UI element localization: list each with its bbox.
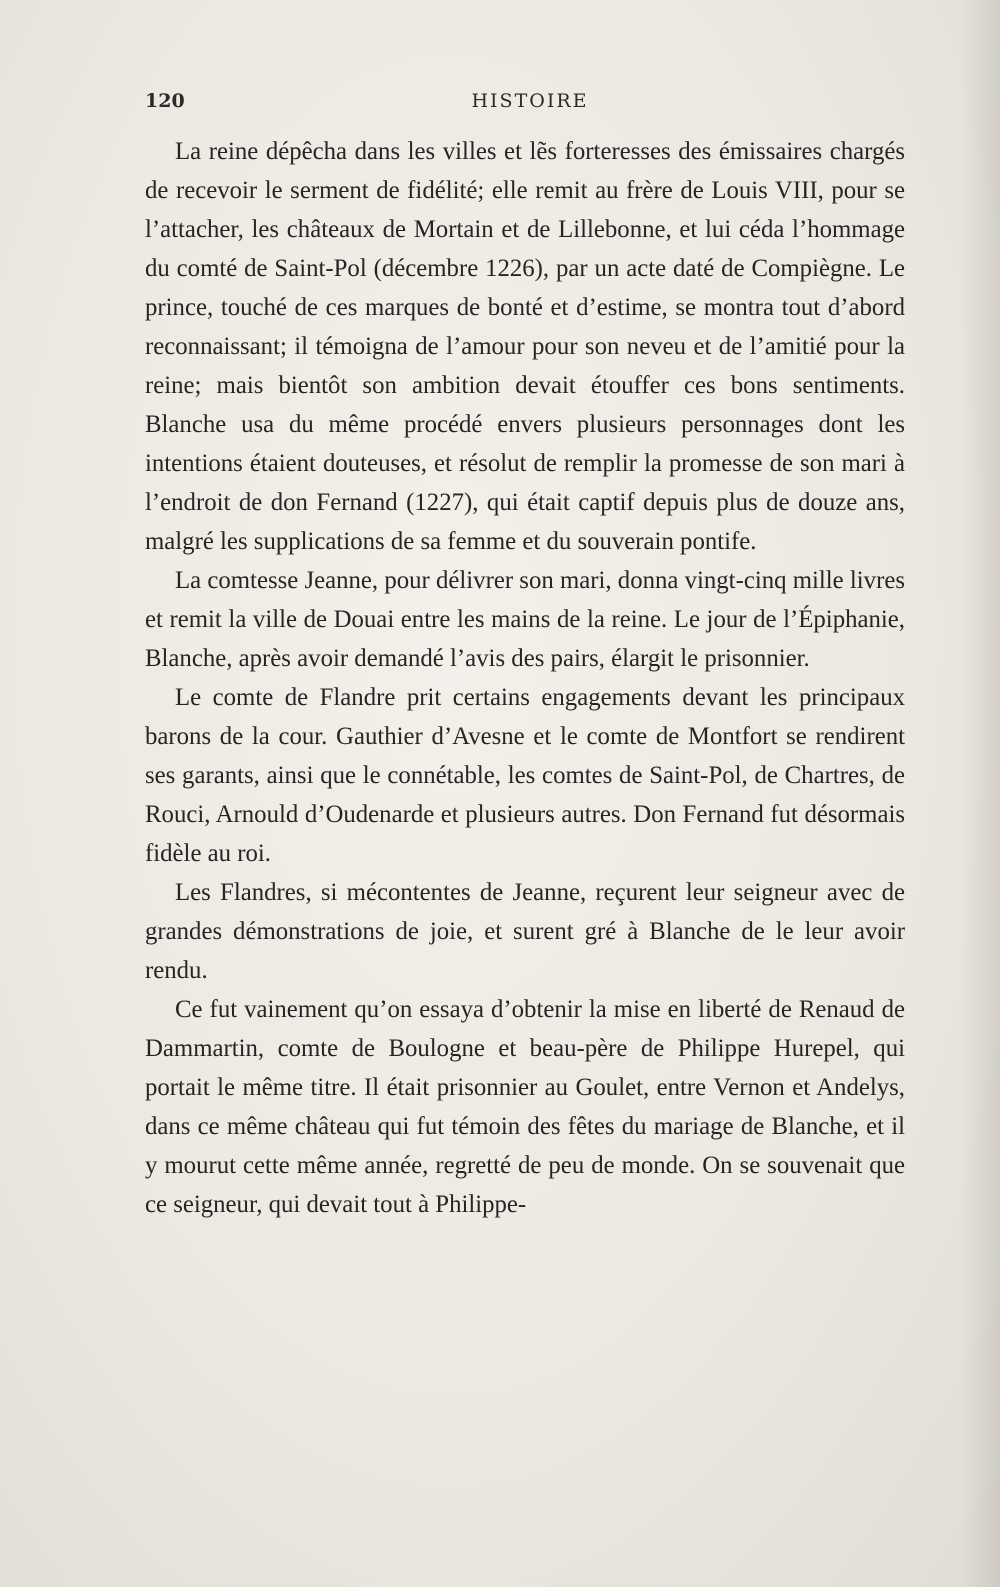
paragraph: Les Flandres, si mécontentes de Jeanne, reçurent leur seigneur avec de grandes démonstrations de joie, et surent gré à Blanche de le leur avoir rendu. (145, 879, 905, 984)
page-number: 120 (145, 90, 185, 112)
body-text (145, 132, 905, 1224)
paragraph: La reine dépêcha dans les villes et lẽs forteresses des émissaires chargés de recevoir le serment de fidélité; elle remit au frère de Louis VIII, pour se l’attacher, les châteaux de Mortain et de Lillebonne, et lui céda l’hommage du comté de Saint-Pol (décembre 1226), par un acte daté de Compiègne. Le prince, touché de ces marques de bonté et d’estime, se montra tout d’abord reconnaissant; il témoigna de l’amour pour son neveu et de l’amitié pour la reine; mais bientôt son ambition devait étouffer ces bons sentiments. Blanche usa du même procédé envers plusieurs personnages dont les intentions étaient douteuses, et résolut de remplir la promesse de son mari à l’endroit de don Fernand (1227), qui était captif depuis plus de douze ans, malgré les supplications de sa femme et du souverain pontife. (145, 138, 905, 555)
paragraph: Ce fut vainement qu’on essaya d’obtenir la mise en liberté de Renaud de Dammartin, comte de Boulogne et beau-père de Philippe Hurepel, qui portait le même titre. Il était prisonnier au Goulet, entre Vernon et Andelys, dans ce même château qui fut témoin des fêtes du mariage de Blanche, et il y mourut cette même année, regretté de peu de monde. On se souvenait que ce seigneur, qui devait tout à Philippe- (145, 996, 905, 1218)
paragraph: La comtesse Jeanne, pour délivrer son mari, donna vingt-cinq mille livres et remit la ville de Douai entre les mains de la reine. Le jour de l’Épiphanie, Blanche, après avoir demandé l’avis des pairs, élargit le prisonnier. (145, 567, 905, 672)
running-title: HISTOIRE (471, 90, 589, 112)
paragraph: Le comte de Flandre prit certains engagements devant les principaux barons de la cour. Gauthier d’Avesne et le comte de Montfort se rendirent ses garants, ainsi que le connétable, les comtes de Saint-Pol, de Chartres, de Rouci, Arnould d’Oudenarde et plusieurs autres. Don Fernand fut désormais fidèle au roi. (145, 684, 905, 867)
running-head (145, 90, 905, 120)
